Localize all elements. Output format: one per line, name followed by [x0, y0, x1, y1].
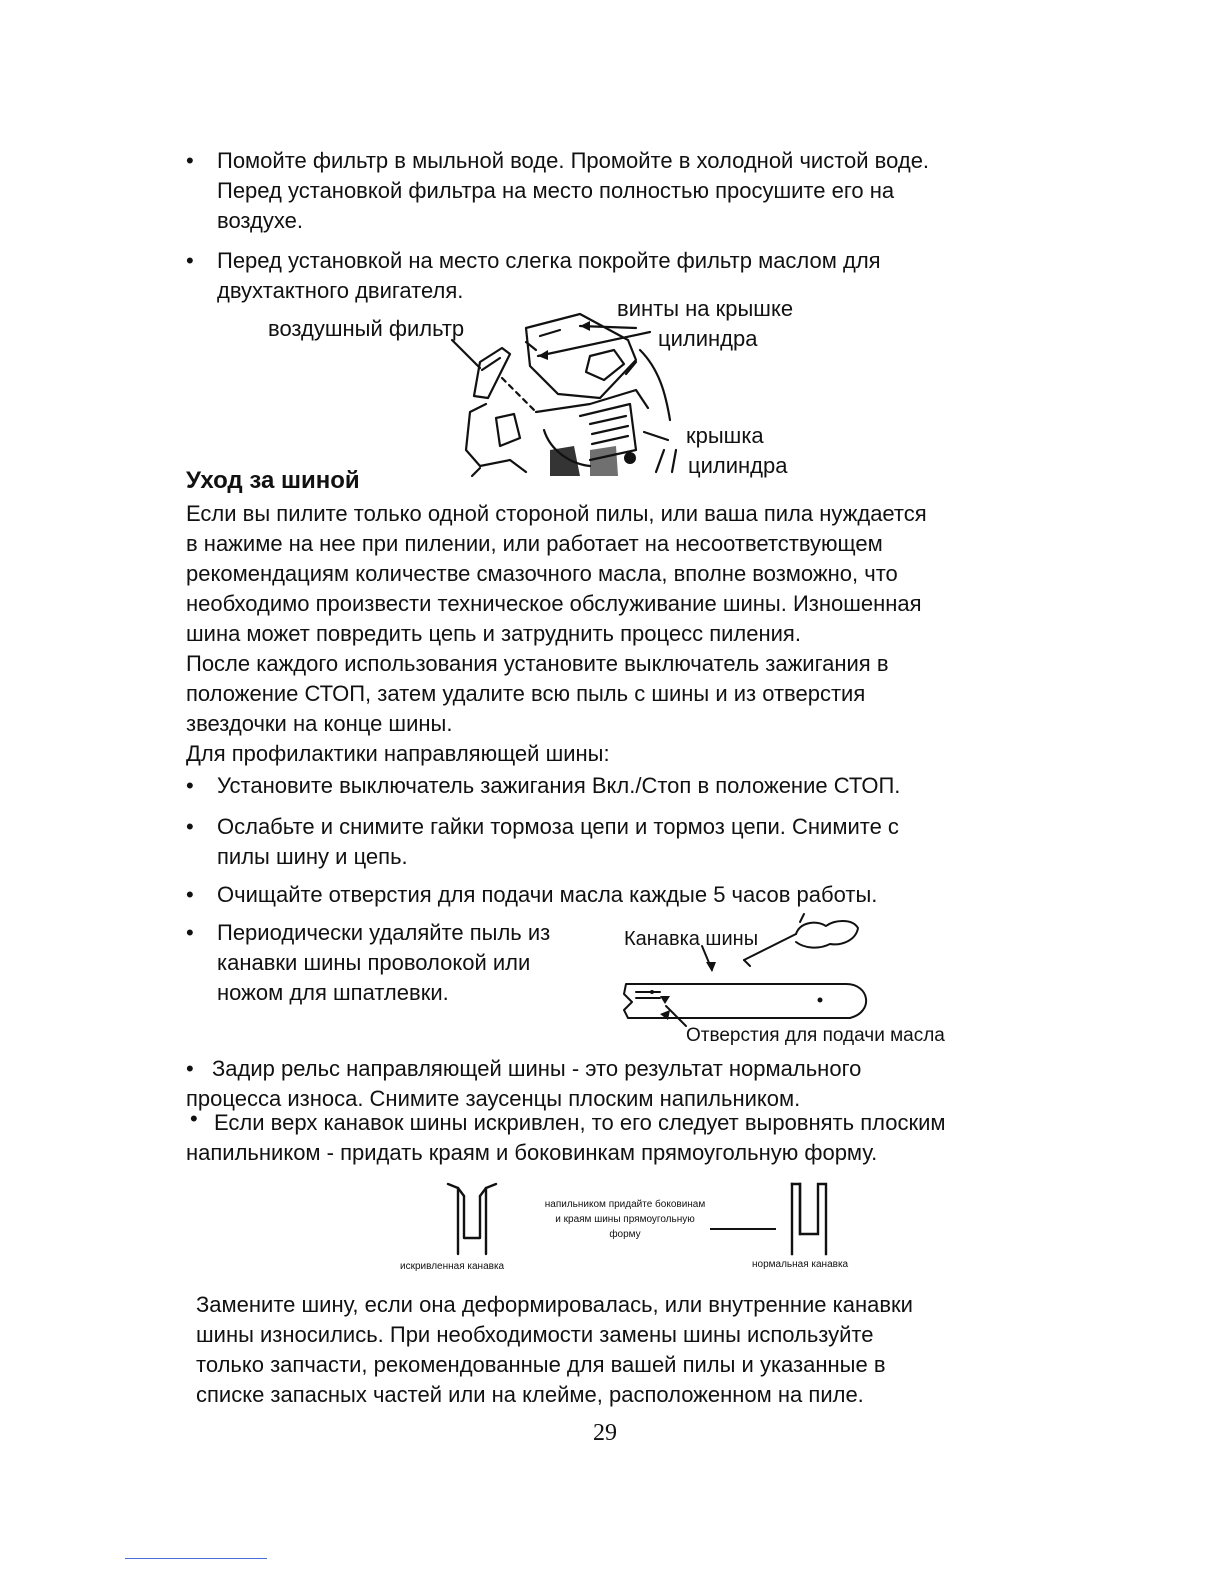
final-line-1: Замените шину, если она деформировалась, или внутренние канавки: [196, 1292, 913, 1317]
list-bullet-2-line-2: пилы шину и цепь.: [217, 844, 408, 869]
paragraph-prevention-intro: Для профилактики направляющей шины:: [186, 741, 610, 766]
chainsaw-engine-drawing: [440, 300, 680, 480]
para1-line-2: в нажиме на нее при пилении, или работает на несоответствующем: [186, 531, 883, 556]
final-line-2: шины износились. При необходимости замены шины используйте: [196, 1322, 874, 1347]
footer-rule: [125, 1558, 267, 1559]
page-number: 29: [593, 1420, 617, 1446]
para2-line-1: После каждого использования установите выключатель зажигания в: [186, 651, 889, 676]
file-instruction-line-2: и краям шины прямоугольную: [555, 1214, 695, 1225]
final-line-4: списке запасных частей или на клейме, расположенном на пиле.: [196, 1382, 864, 1407]
bent-groove-profile: [440, 1180, 500, 1260]
para2-line-3: звездочки на конце шины.: [186, 711, 453, 736]
list-bullet-2-line-1: Ослабьте и снимите гайки тормоза цепи и тормоз цепи. Снимите с: [217, 814, 899, 839]
para2-line-2: положение СТОП, затем удалите всю пыль с шины и из отверстия: [186, 681, 866, 706]
top-bullet-2-line-1: Перед установкой на место слегка покройте фильтр маслом для: [217, 248, 881, 273]
list-bullet-3-line-1: Очищайте отверстия для подачи масла каждые 5 часов работы.: [217, 882, 878, 907]
para1-line-3: рекомендациям количестве смазочного масла, вполне возможно, что: [186, 561, 898, 586]
bullet-mark: •: [186, 882, 194, 907]
bent-bullet-line-1: Если верх канавок шины искривлен, то его следует выровнять плоским: [214, 1110, 946, 1135]
top-bullet-1-line-2: Перед установкой фильтра на место полностью просушите его на: [217, 178, 895, 203]
top-bullet-2-line-2: двухтактного двигателя.: [217, 278, 464, 303]
para1-line-1: Если вы пилите только одной стороной пилы, или ваша пила нуждается: [186, 501, 927, 526]
label-cover-screws-2: цилиндра: [658, 326, 758, 351]
bullet-mark: •: [186, 1056, 194, 1081]
file-instruction-line-1: напильником придайте боковинам: [544, 1199, 706, 1210]
bent-bullet-line-2: напильником - придать краям и боковинкам прямоугольную форму.: [186, 1140, 878, 1165]
guide-bar-drawing: [620, 912, 880, 1032]
list-bullet-1-line-1: Установите выключатель зажигания Вкл./Стоп в положение СТОП.: [217, 773, 901, 798]
bullet-mark: •: [186, 248, 194, 273]
para1-line-4: необходимо произвести техническое обслуживание шины. Изношенная: [186, 591, 922, 616]
top-bullet-1-line-1: Помойте фильтр в мыльной воде. Промойте в холодной чистой воде.: [217, 148, 930, 173]
final-line-3: только запчасти, рекомендованные для вашей пилы и указанные в: [196, 1352, 886, 1377]
bullet-mark: •: [186, 148, 194, 173]
top-bullet-1-line-3: воздухе.: [217, 208, 303, 233]
burr-bullet-line-1: Задир рельс направляющей шины - это результат нормального: [212, 1056, 862, 1081]
bullet-mark: •: [186, 773, 194, 798]
list-bullet-4-line-1: Периодически удаляйте пыль из: [217, 920, 551, 945]
label-oil-holes: Отверстия для подачи масла: [686, 1025, 945, 1046]
label-cover-screws-1: винты на крышке: [617, 296, 794, 321]
arrow-line: [708, 1226, 778, 1232]
list-bullet-4-line-2: канавки шины проволокой или: [217, 950, 531, 975]
section-title: Уход за шиной: [186, 467, 360, 494]
label-bar-groove: Канавка шины: [624, 928, 759, 950]
list-bullet-4-line-3: ножом для шпатлевки.: [217, 980, 449, 1005]
label-cylinder-cover-1: крышка: [686, 423, 764, 448]
para1-line-5: шина может повредить цепь и затруднить процесс пиления.: [186, 621, 801, 646]
label-normal-groove: нормальная канавка: [752, 1259, 849, 1270]
label-cylinder-cover-2: цилиндра: [688, 453, 788, 478]
file-instruction-line-3: форму: [609, 1229, 641, 1240]
label-bent-groove: искривленная канавка: [400, 1261, 505, 1272]
burr-bullet-line-2: процесса износа. Снимите заусенцы плоским напильником.: [186, 1086, 801, 1111]
bullet-mark: •: [190, 1106, 198, 1131]
normal-groove-profile: [786, 1180, 836, 1260]
label-air-filter: воздушный фильтр: [268, 316, 465, 341]
bullet-mark: •: [186, 814, 194, 839]
bullet-mark: •: [186, 920, 194, 945]
